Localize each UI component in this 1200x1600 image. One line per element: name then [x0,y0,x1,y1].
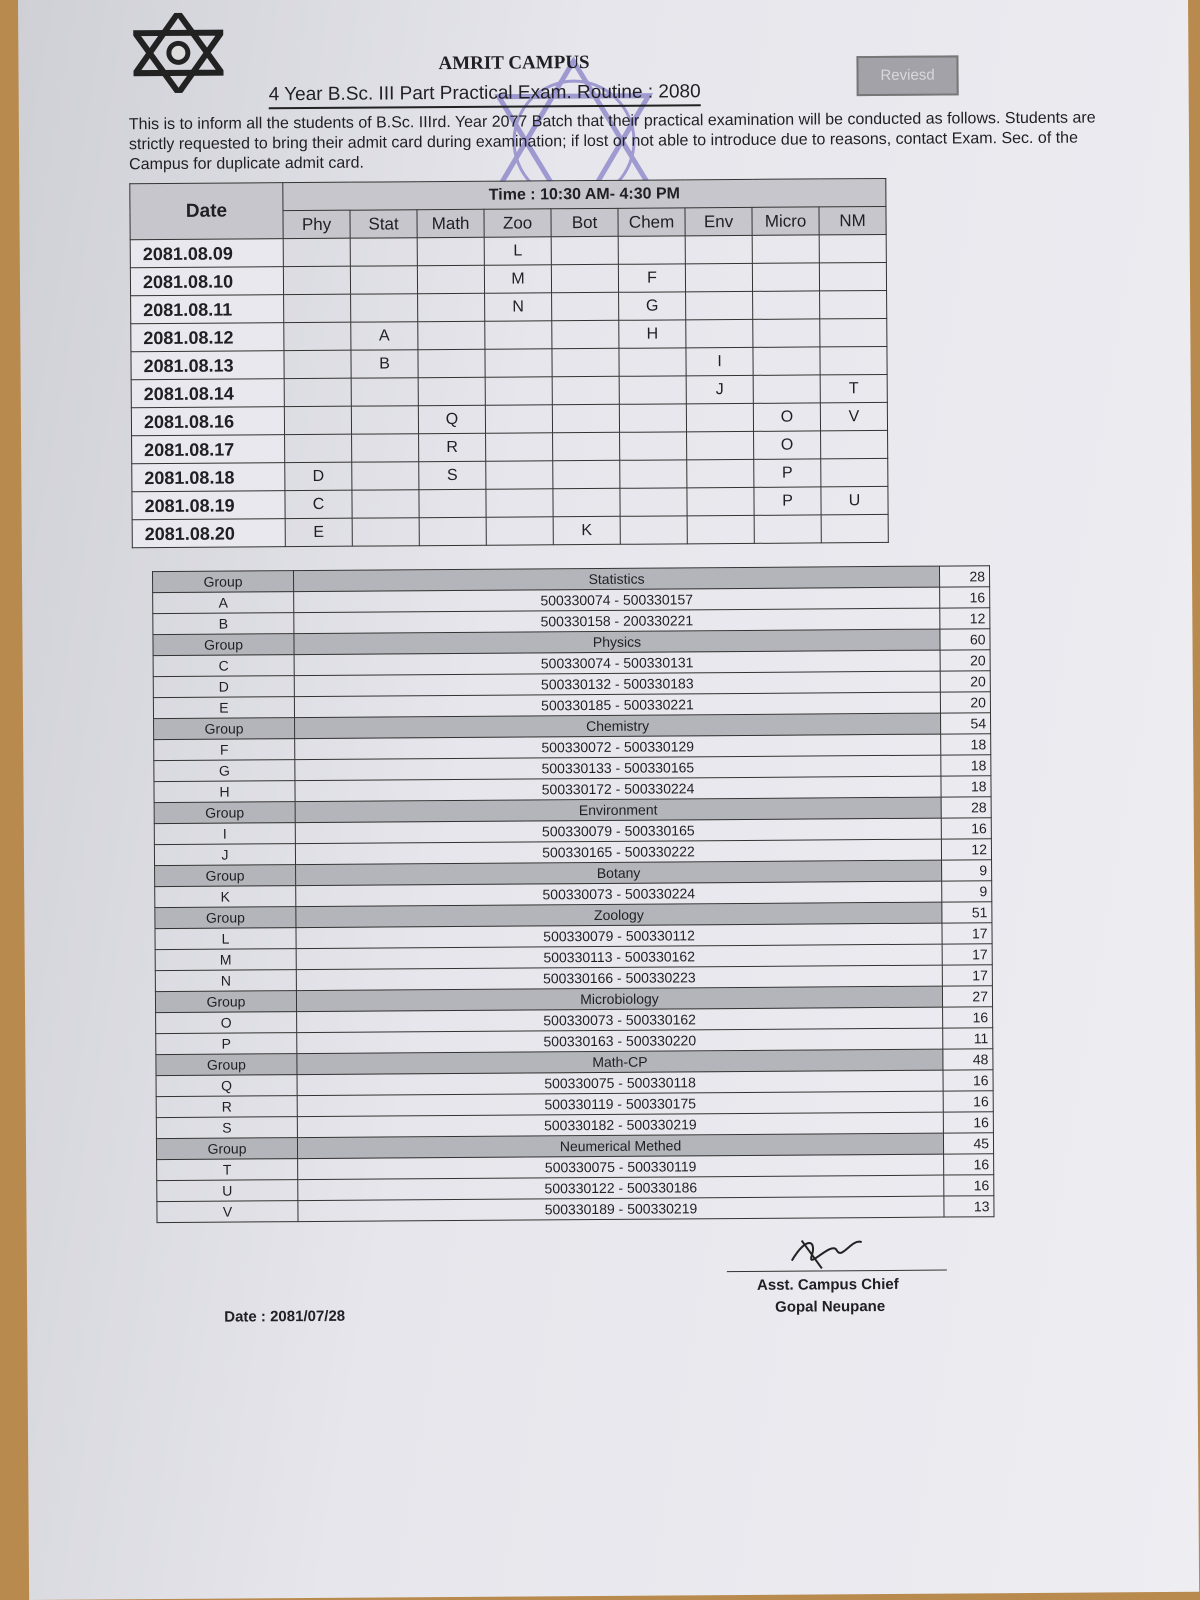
group-cell [753,319,820,347]
group-cell [285,434,352,462]
student-count: 16 [943,1007,993,1028]
exam-date: 2081.08.18 [132,463,285,492]
revised-stamp: Reviesd [856,55,958,96]
intro-text: This is to inform all the students of B.Sc. IIIrd. Year 2077 Batch that their practical examination will be conducted as follows. Students are strictly requested to bring their admit card during examination; if lost or not able to introduce due to reasons, contact Exam. Sec. of the Campus for duplicate admit card. [128,109,1096,174]
group-label: D [153,676,294,698]
group-cell: E [285,518,352,546]
group-cell [687,515,754,543]
group-label: Q [156,1075,297,1097]
group-cell [821,430,888,458]
group-cell: V [820,402,887,430]
exam-date: 2081.08.13 [131,351,284,380]
exam-date: 2081.08.20 [132,519,285,548]
roll-range: 500330073 - 500330224 [296,881,942,907]
group-cell [352,490,419,518]
roll-range: 500330075 - 500330119 [298,1154,944,1180]
signature [787,1230,867,1271]
student-count: 12 [940,608,990,629]
group-cell [350,238,417,266]
roll-range: 500330072 - 500330129 [295,734,941,760]
subject-header: Bot [551,208,618,236]
group-cell [352,518,419,546]
student-count: 18 [941,776,991,797]
group-cell [753,291,820,319]
group-cell: K [553,516,620,544]
group-cell: P [754,487,821,515]
student-count: 51 [942,902,992,923]
roll-range: 500330182 - 500330219 [297,1112,943,1138]
student-count: 20 [940,671,990,692]
group-cell [619,404,686,432]
student-count: 17 [942,944,992,965]
group-label: R [156,1096,297,1118]
student-count: 9 [942,881,992,902]
subject-name: Environment [295,797,941,823]
group-cell: H [619,320,686,348]
group-label: Group [153,634,294,656]
student-count: 9 [942,860,992,881]
group-cell [351,406,418,434]
group-cell [553,432,620,460]
subject-header: Micro [752,207,819,235]
group-cell [284,294,351,322]
group-cell: R [419,433,486,461]
group-cell: M [484,265,551,293]
group-cell [685,235,752,263]
subject-header: Zoo [484,209,551,237]
group-label: S [156,1117,297,1139]
group-cell [552,348,619,376]
subject-header: Stat [350,210,417,238]
group-cell [351,294,418,322]
campus-name: AMRIT CAMPUS [438,52,590,75]
tu-logo-icon [133,13,224,94]
group-label: L [155,928,296,950]
student-count: 16 [944,1175,994,1196]
group-cell [284,350,351,378]
group-cell [618,236,685,264]
student-count: 17 [942,923,992,944]
subject-header: Chem [618,208,685,236]
group-label: K [155,886,296,908]
subject-name: Botany [296,860,942,886]
signatory-name: Gopal Neupane [775,1297,886,1316]
group-cell [552,320,619,348]
exam-date: 2081.08.11 [131,295,284,324]
group-label: Group [154,802,295,824]
exam-date: 2081.08.17 [132,435,285,464]
student-count: 45 [943,1133,993,1154]
group-cell [419,517,486,545]
roll-range: 500330075 - 500330118 [297,1070,943,1096]
group-cell [485,405,552,433]
group-cell [486,489,553,517]
group-cell [686,319,753,347]
group-label: I [154,823,295,845]
group-cell [419,489,486,517]
schedule-row [132,514,888,547]
group-label: A [153,592,294,614]
roll-range: 500330113 - 500330162 [296,944,942,970]
group-label: O [156,1012,297,1034]
group-cell [350,266,417,294]
group-label: Group [156,1054,297,1076]
signature-line [727,1270,947,1273]
groups-table [152,565,995,1223]
roll-range: 500330189 - 500330219 [298,1196,944,1222]
group-cell [485,321,552,349]
group-label: H [154,781,295,803]
group-cell [417,265,484,293]
student-count: 18 [941,755,991,776]
student-count: 16 [943,1112,993,1133]
group-label: Group [155,907,296,929]
group-cell [752,263,819,291]
group-cell: T [820,374,887,402]
student-count: 28 [941,797,991,818]
roll-range: 500330079 - 500330112 [296,923,942,949]
group-cell: U [821,486,888,514]
roll-range: 500330079 - 500330165 [295,818,941,844]
group-cell [283,238,350,266]
group-label: Group [156,1138,297,1160]
group-cell: N [485,293,552,321]
group-label: C [153,655,294,677]
roll-range: 500330119 - 500330175 [297,1091,943,1117]
group-cell [687,459,754,487]
issue-date: Date : 2081/07/28 [224,1307,346,1326]
group-cell [417,237,484,265]
group-cell [685,263,752,291]
group-label: F [154,739,295,761]
group-cell: L [484,237,551,265]
group-label: G [154,760,295,782]
group-cell [820,346,887,374]
student-count: 28 [939,566,989,587]
roll-range: 500330073 - 500330162 [297,1007,943,1033]
subject-name: Physics [294,629,940,655]
group-cell [284,406,351,434]
group-cell: O [754,431,821,459]
group-label: M [155,949,296,971]
student-count: 20 [940,650,990,671]
exam-date: 2081.08.09 [130,239,283,268]
group-cell [619,376,686,404]
exam-date: 2081.08.14 [131,379,284,408]
student-count: 11 [943,1028,993,1049]
group-cell: F [618,264,685,292]
exam-date: 2081.08.19 [132,491,285,520]
group-cell [485,377,552,405]
student-count: 16 [941,818,991,839]
roll-range: 500330133 - 500330165 [295,755,941,781]
subject-header: Phy [283,210,350,238]
subject-header: Math [417,209,484,237]
group-label: P [156,1033,297,1055]
group-cell [821,514,888,542]
date-header: Date [130,183,283,240]
group-label: V [157,1201,298,1223]
group-label: T [157,1159,298,1181]
group-cell [486,461,553,489]
group-cell: A [351,322,418,350]
group-cell: D [285,462,352,490]
subject-name: Chemistry [295,713,941,739]
subject-name: Math-CP [297,1049,943,1075]
exam-date: 2081.08.12 [131,323,284,352]
group-cell [485,349,552,377]
group-cell [352,462,419,490]
group-cell: I [686,347,753,375]
group-cell [283,266,350,294]
group-cell [551,264,618,292]
document-page [18,0,1199,1600]
group-cell [553,488,620,516]
roll-range: 500330172 - 500330224 [295,776,941,802]
student-count: 12 [941,839,991,860]
roll-range: 500330185 - 500330221 [294,692,940,718]
roll-range: 500330166 - 500330223 [296,965,942,991]
group-cell [687,487,754,515]
group-label: B [153,613,294,635]
group-cell [352,434,419,462]
group-cell: J [686,375,753,403]
group-cell [553,460,620,488]
group-cell [620,432,687,460]
group-label: Group [154,718,295,740]
roll-range: 500330074 - 500330157 [294,587,940,613]
group-cell [819,262,886,290]
group-cell [620,488,687,516]
student-count: 17 [942,965,992,986]
exam-date: 2081.08.10 [130,267,283,296]
group-label: Group [155,991,296,1013]
group-cell [686,403,753,431]
group-cell [351,378,418,406]
group-cell [620,460,687,488]
student-count: 16 [940,587,990,608]
group-cell [819,234,886,262]
student-count: 27 [942,986,992,1007]
student-count: 60 [940,629,990,650]
group-cell: B [351,350,418,378]
subject-name: Microbiology [296,986,942,1012]
page-title: 4 Year B.Sc. III Part Practical Exam. Routine : 2080 [269,81,701,109]
student-count: 54 [941,713,991,734]
time-header: Time : 10:30 AM- 4:30 PM [283,178,886,210]
group-row [157,1196,994,1223]
roll-range: 500330122 - 500330186 [298,1175,944,1201]
group-cell [418,293,485,321]
group-cell: P [754,459,821,487]
group-cell: O [753,403,820,431]
group-cell [552,404,619,432]
roll-range: 500330132 - 500330183 [294,671,940,697]
group-cell [418,349,485,377]
exam-date: 2081.08.16 [131,407,284,436]
group-cell [753,375,820,403]
group-label: U [157,1180,298,1202]
student-count: 16 [944,1154,994,1175]
group-label: Group [152,571,293,593]
group-cell [820,290,887,318]
student-count: 13 [944,1196,994,1217]
group-cell [821,458,888,486]
student-count: 16 [943,1070,993,1091]
schedule-table [129,178,889,548]
subject-name: Neumerical Methed [297,1133,943,1159]
group-cell [284,378,351,406]
student-count: 16 [943,1091,993,1112]
group-cell [619,348,686,376]
group-cell: Q [418,405,485,433]
group-cell [284,322,351,350]
group-cell: C [285,490,352,518]
group-cell: S [419,461,486,489]
student-count: 20 [940,692,990,713]
group-cell [753,347,820,375]
group-label: J [154,844,295,866]
group-label: E [153,697,294,719]
subject-header: NM [819,206,886,234]
group-cell [687,431,754,459]
group-cell: G [619,292,686,320]
roll-range: 500330165 - 500330222 [295,839,941,865]
group-cell [686,291,753,319]
group-cell [620,516,687,544]
group-cell [486,517,553,545]
group-cell [552,376,619,404]
subject-name: Zoology [296,902,942,928]
group-cell [486,433,553,461]
roll-range: 500330074 - 500330131 [294,650,940,676]
roll-range: 500330158 - 200330221 [294,608,940,634]
group-cell [752,235,819,263]
roll-range: 500330163 - 500330220 [297,1028,943,1054]
signatory-role: Asst. Campus Chief [756,1275,899,1294]
group-cell [418,321,485,349]
subject-name: Statistics [293,566,939,592]
group-cell [552,292,619,320]
group-cell [418,377,485,405]
group-cell [820,318,887,346]
group-cell [551,236,618,264]
group-label: N [155,970,296,992]
student-count: 48 [943,1049,993,1070]
group-label: Group [155,865,296,887]
group-cell [754,515,821,543]
student-count: 18 [941,734,991,755]
subject-header: Env [685,207,752,235]
